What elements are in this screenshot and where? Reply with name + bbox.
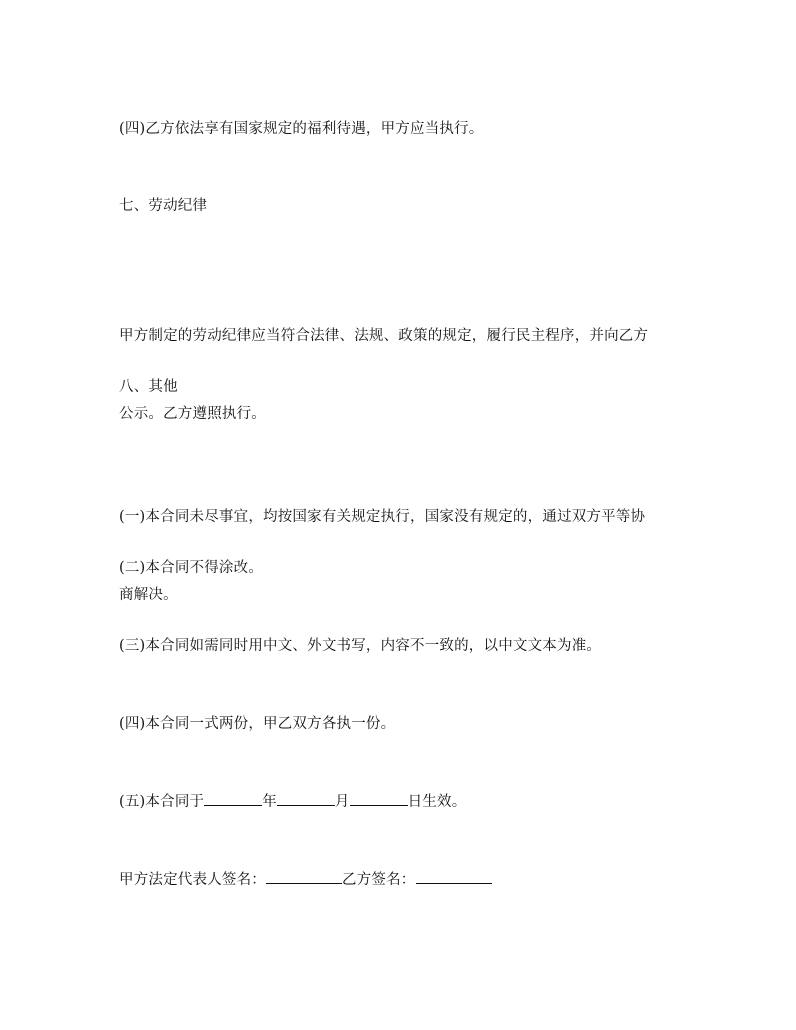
month-label: 月 — [334, 794, 350, 810]
paragraph-line: (一)本合同未尽事宜，均按国家有关规定执行，国家没有规定的，通过双方平等协 — [119, 509, 646, 525]
effective-date-suffix: 日生效。 — [407, 794, 467, 810]
year-label: 年 — [262, 794, 277, 810]
clause-copies: (四)本合同一式两份，甲乙双方各执一份。 — [119, 716, 396, 732]
section-heading-other: 八、其他 — [119, 379, 178, 395]
party-a-signature-blank[interactable] — [266, 867, 342, 884]
paragraph-line: 公示。乙方遵照执行。 — [119, 406, 266, 422]
clause-effective-date — [119, 789, 699, 815]
paragraph-line: 甲方制定的劳动纪律应当符合法律、法规、政策的规定，履行民主程序，并向乙方 — [119, 328, 649, 344]
day-blank[interactable] — [350, 789, 408, 806]
effective-date-prefix: (五)本合同于 — [119, 794, 205, 810]
paragraph-line: 商解决。 — [119, 587, 178, 603]
year-blank[interactable] — [204, 789, 262, 806]
month-blank[interactable] — [277, 789, 335, 806]
clause-no-alteration: (二)本合同不得涂改。 — [119, 560, 264, 576]
section-heading-labor-discipline: 七、劳动纪律 — [119, 198, 208, 214]
party-a-signature-label: 甲方法定代表人签名： — [119, 872, 266, 888]
clause-welfare: (四)乙方依法享有国家规定的福利待遇，甲方应当执行。 — [119, 121, 484, 137]
party-b-signature-label: 乙方签名： — [342, 872, 416, 888]
party-b-signature-blank[interactable] — [416, 867, 492, 884]
signature-line — [119, 867, 699, 893]
clause-language: (三)本合同如需同时用中文、外文书写，内容不一致的，以中文文本为准。 — [119, 638, 602, 654]
